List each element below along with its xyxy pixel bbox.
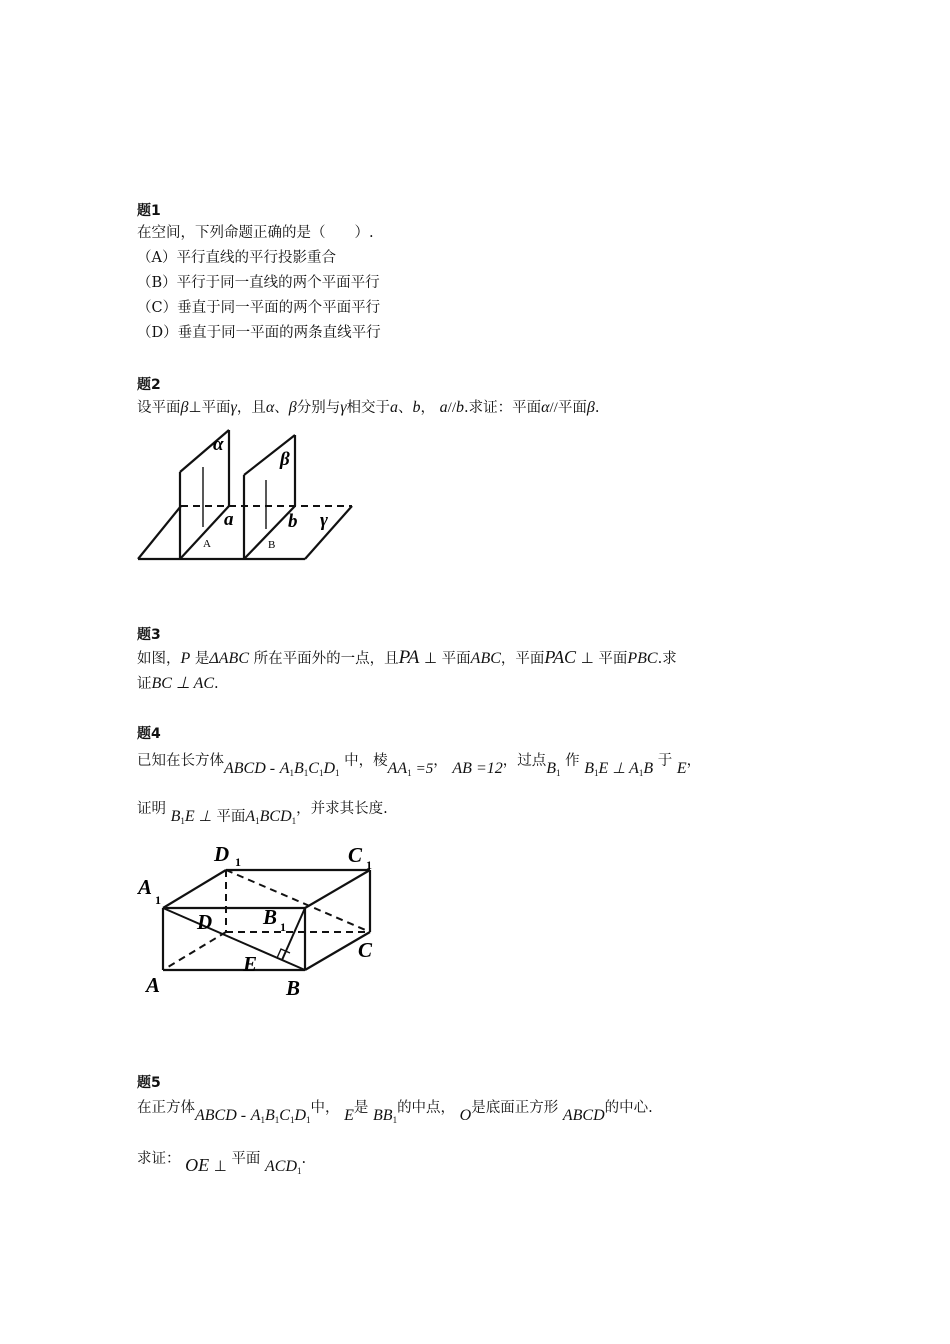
q3-title: 题3: [137, 627, 161, 643]
q3-statement-line1: 如图，P 是ΔABC 所在平面外的一点，且PA ⊥ 平面ABC，平面PAC ⊥ 平面PBC.求: [137, 647, 677, 668]
label-gamma: γ: [320, 510, 328, 531]
q1-option-d: （D）垂直于同一平面的两条直线平行: [137, 325, 381, 341]
label-a1-sub: 1: [155, 893, 161, 907]
label-point-b: B: [268, 539, 276, 551]
beta-symbol: β: [180, 399, 189, 416]
q5-title: 题5: [137, 1075, 161, 1091]
q2-title: 题2: [137, 377, 161, 393]
label-a: a: [224, 509, 234, 530]
alpha-symbol: α: [265, 399, 275, 416]
q2-figure-planes: [137, 425, 367, 593]
label-c: C: [358, 938, 373, 962]
line-a: a: [390, 399, 399, 416]
label-b1-sub: 1: [280, 920, 286, 934]
beta-symbol: β: [288, 399, 297, 416]
line-b: b: [412, 399, 421, 416]
parallel-symbol: //: [447, 400, 456, 416]
q4-figure-cuboid: [137, 838, 387, 1003]
q1-title: 题1: [137, 203, 161, 219]
q1-option-c: （C）垂直于同一平面的两个平面平行: [137, 300, 381, 316]
label-beta: β: [280, 449, 290, 470]
q4-title: 题4: [137, 726, 161, 742]
label-b: b: [288, 511, 298, 532]
q1-option-a: （A）平行直线的平行投影重合: [137, 250, 336, 266]
gamma-symbol: γ: [340, 399, 347, 416]
q1-stem: 在空间，下列命题正确的是（ ）.: [137, 225, 374, 241]
label-a: A: [146, 973, 161, 997]
q5-statement-line2: 求证： OE ⊥ 平面 $ACD_1$.: [137, 1151, 307, 1176]
label-c1: C: [348, 843, 363, 867]
label-b1: B: [263, 905, 278, 929]
label-a1: A: [138, 875, 153, 899]
q2-statement: 设平面β⊥平面γ，且α、β分别与γ相交于a、b， a//b.求证：平面α//平面β.: [137, 399, 600, 416]
q4-statement-line2: 证明 $B_1E$ ⊥ 平面$A_1BCD_1$，并求其长度.: [137, 801, 388, 826]
label-e: E: [243, 952, 258, 976]
perp-symbol: ⊥: [188, 400, 202, 416]
gamma-symbol: γ: [230, 399, 237, 416]
q5-statement-line1: 在正方体ABCD - $A_1B_1C_1D_1$中， E是 $BB_1$的中点， O是底面正方形 ABCD的中心.: [137, 1100, 653, 1125]
label-d: D: [197, 910, 213, 934]
q1-option-b: （B）平行于同一直线的两个平面平行: [137, 275, 380, 291]
label-alpha: α: [213, 434, 224, 455]
label-c1-sub: 1: [366, 858, 372, 872]
label-b: B: [286, 976, 301, 1000]
q4-statement-line1: 已知在长方体ABCD - $A_1B_1C_1D_1$ 中，棱$AA_1 =5$， AB =12，过点$B_1$ 作 $B_1E$ ⊥ $A_1B$ 于 E，: [137, 753, 702, 778]
q3-statement-line2: 证BC ⊥ AC.: [137, 675, 219, 692]
label-point-a: A: [203, 538, 211, 550]
label-d1: D: [214, 842, 230, 866]
label-d1-sub: 1: [235, 855, 241, 869]
